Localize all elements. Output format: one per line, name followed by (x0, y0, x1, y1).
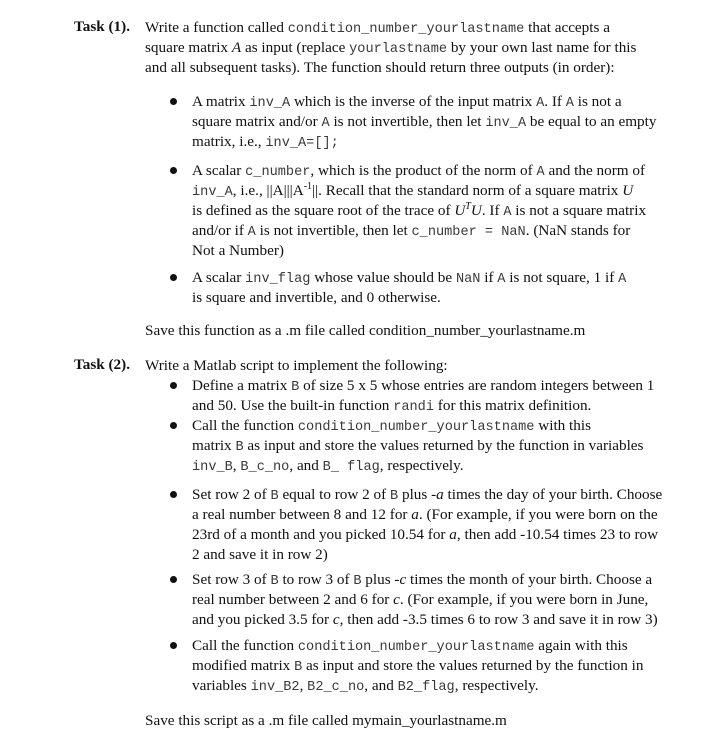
task1-bullet1-line1: A matrix inv_A which is the inverse of the input matrix A. If A is not a (192, 93, 622, 111)
task2-bullet4-line2: real number between 2 and 6 for c. (For example, if you were born in June, (192, 591, 649, 608)
task1-bullet2-line1: A scalar c_number, which is the product of the norm of A and the norm of (192, 162, 646, 180)
task2-bullet1-line1: Define a matrix B of size 5 x 5 whose entries are random integers between 1 (192, 377, 655, 395)
task1-bullet3-line1: A scalar inv_flag whose value should be NaN if A is not square, 1 if A (192, 269, 627, 287)
bullet-dot (170, 576, 177, 583)
task1-bullet1-line3: matrix, i.e., inv_A=[]; (192, 133, 339, 151)
task2-bullet2-line1: Call the function condition_number_yourlastname with this (192, 417, 591, 435)
task2-label: Task (2). (74, 356, 130, 373)
task2-bullet2-line2: matrix B as input and store the values returned by the function in variables (192, 437, 644, 455)
bullet-dot (170, 167, 177, 174)
bullet-dot (170, 491, 177, 498)
bullet-dot (170, 382, 177, 389)
task1-intro-line3: and all subsequent tasks). The function should return three outputs (in order): (145, 59, 615, 76)
task1-bullet3-line2: is square and invertible, and 0 otherwise. (192, 289, 441, 306)
task2-bullet5-line3: variables inv_B2, B2_c_no, and B2_flag, respectively. (192, 677, 539, 695)
task1-label: Task (1). (74, 18, 130, 35)
task2-bullet4-line3: and you picked 3.5 for c, then add -3.5 times 6 to row 3 and save it in row 3) (192, 611, 658, 628)
task1-save-line: Save this function as a .m file called condition_number_yourlastname.m (145, 322, 586, 339)
task1-bullet2-line3: is defined as the square root of the trace of $U^TU$. If A is not a square matrix (192, 200, 647, 220)
task2-bullet3-line3: 23rd of a month and you picked 10.54 for a, then add -10.54 times 23 to row (192, 526, 659, 543)
task1-bullet2-line2: inv_A, i.e., $||A|||A^{-1}||$. Recall that the standard norm of a square matrix U (192, 180, 634, 200)
bullet-dot (170, 98, 177, 105)
task2-bullet4-line1: Set row 3 of B to row 3 of B plus -c times the month of your birth. Choose a (192, 571, 653, 589)
task2-intro: Write a Matlab script to implement the following: (145, 357, 448, 374)
bullet-dot (170, 642, 177, 649)
task2-bullet3-line1: Set row 2 of B equal to row 2 of B plus -a times the day of your birth. Choose (192, 486, 663, 504)
task2-bullet2-line3: inv_B, B_c_no, and B_ flag, respectively. (192, 457, 464, 475)
task2-bullet3-line4: 2 and save it in row 2) (192, 546, 328, 563)
task1-bullet1-line2: square matrix and/or A is not invertible, then let inv_A be equal to an empty (192, 113, 657, 131)
task1-bullet2-line5: Not a Number) (192, 242, 284, 259)
task2-bullet5-line2: modified matrix B as input and store the values returned by the function in (192, 657, 644, 675)
bullet-dot (170, 274, 177, 281)
task1-bullet2-line4: and/or if A is not invertible, then let c_number = NaN. (NaN stands for (192, 222, 631, 240)
task2-save-line: Save this script as a .m file called mymain_yourlastname.m (145, 712, 507, 729)
task1-intro-line1: Write a function called condition_number_yourlastname that accepts a (145, 19, 610, 37)
task2-bullet3-line2: a real number between 8 and 12 for a. (For example, if you were born on the (192, 506, 658, 523)
bullet-dot (170, 422, 177, 429)
task2-bullet5-line1: Call the function condition_number_yourlastname again with this (192, 637, 628, 655)
task1-intro-line2: square matrix A as input (replace yourlastname by your own last name for this (145, 39, 637, 57)
task2-bullet1-line2: and 50. Use the built-in function randi for this matrix definition. (192, 397, 592, 415)
